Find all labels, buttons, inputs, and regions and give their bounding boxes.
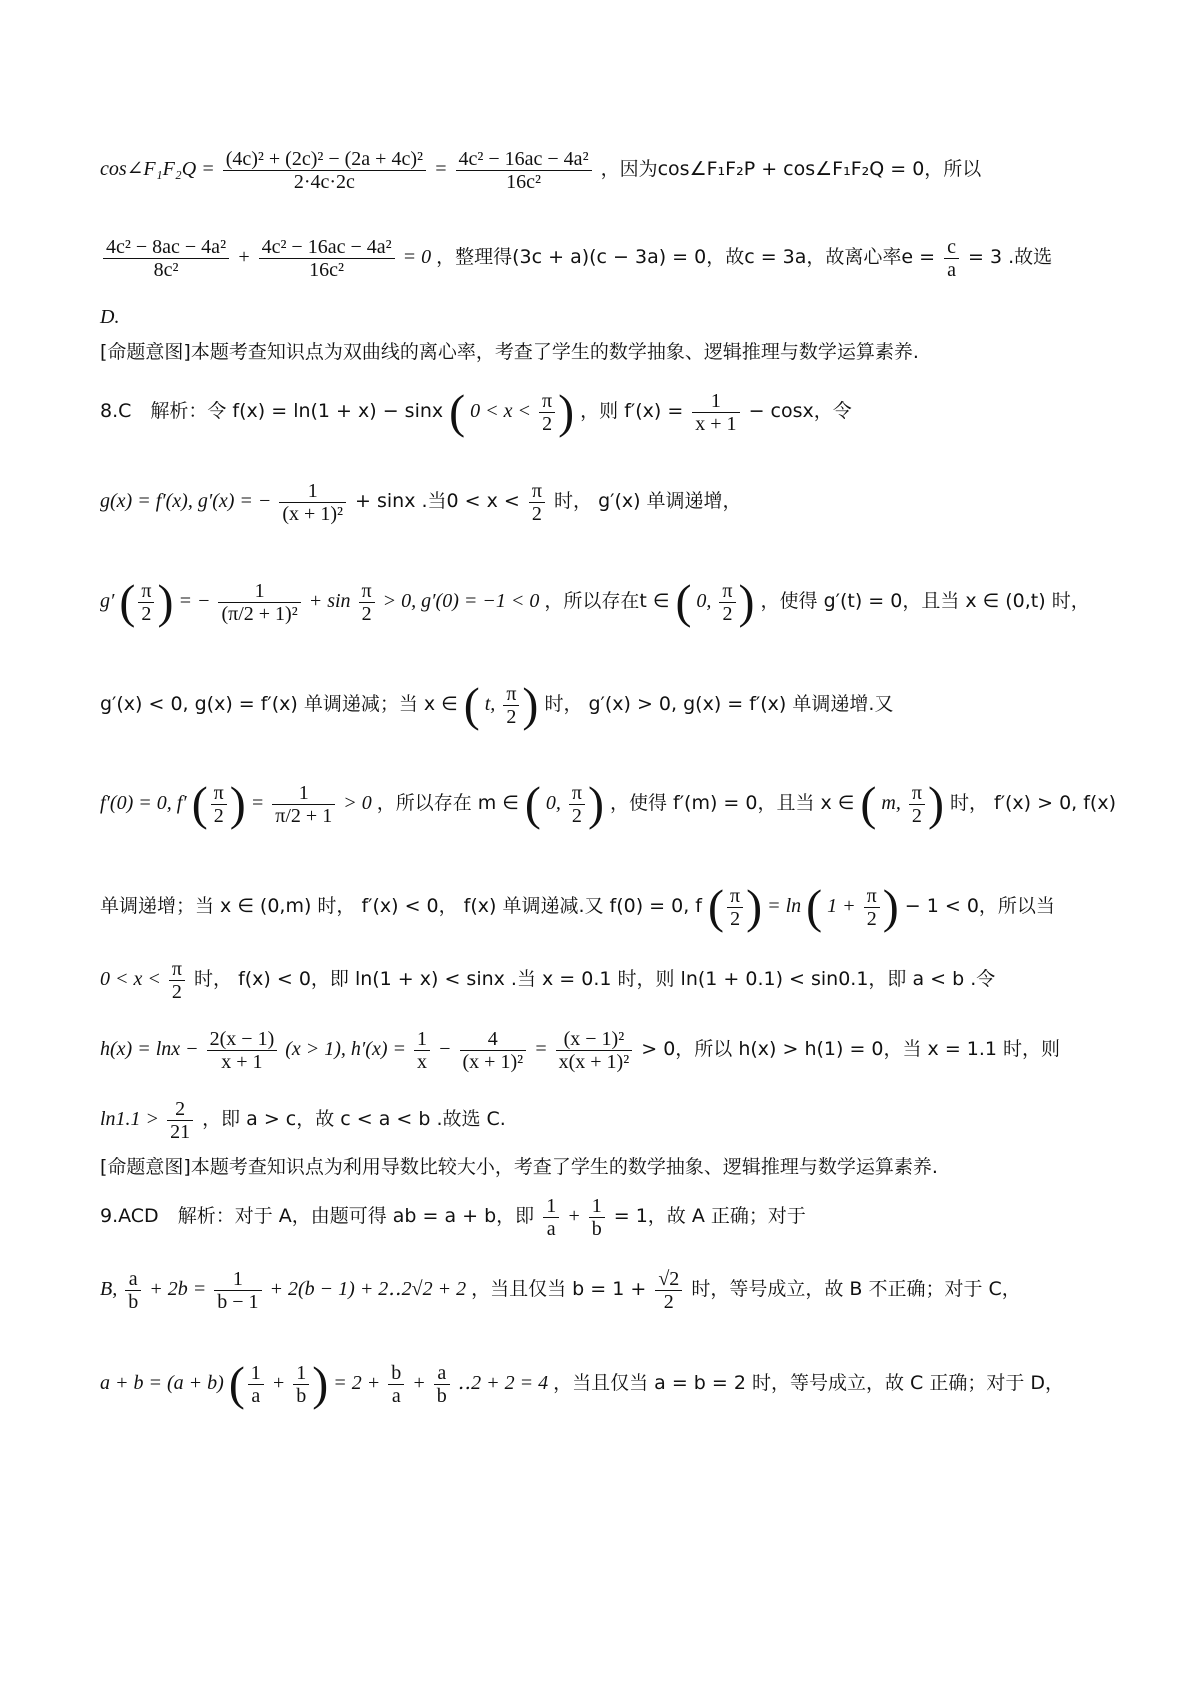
- fraction: [727, 885, 743, 930]
- fraction: [214, 1268, 261, 1313]
- math-run: g(x) = f′(x), g′(x) = −: [100, 490, 277, 513]
- fraction-denominator: x + 1: [221, 1051, 263, 1073]
- fraction-numerator: π: [138, 580, 154, 603]
- fraction: [248, 1362, 264, 1407]
- large-paren: ): [746, 880, 763, 934]
- math-run: a + b = (a + b): [100, 1372, 229, 1395]
- fraction: [211, 782, 227, 827]
- fraction: [655, 1268, 682, 1313]
- large-paren: (: [449, 385, 466, 439]
- fraction-denominator: 2: [506, 706, 517, 728]
- fraction-numerator: 4c² − 16ac − 4a²: [456, 148, 592, 171]
- text-run: ，所以存在 m ∈: [376, 792, 525, 815]
- fraction-numerator: π: [211, 782, 227, 805]
- fraction-denominator: 2: [171, 981, 182, 1003]
- fraction-numerator: 4c² − 8ac − 4a²: [103, 236, 229, 259]
- large-paren: (: [228, 1357, 245, 1411]
- text-run: ，当且仅当 a = b = 2 时，等号成立，故 C 正确；对于 D，: [553, 1372, 1065, 1395]
- fraction: [556, 1028, 633, 1073]
- math-run: h(x) = lnx −: [100, 1038, 204, 1061]
- fraction: [503, 683, 519, 728]
- fraction-numerator: 2: [167, 1098, 193, 1121]
- math-run: ln1.1 >: [100, 1108, 165, 1131]
- fraction-numerator: 1: [543, 1195, 559, 1218]
- math-run: = −: [173, 590, 216, 613]
- text-run: ，使得 f′(m) = 0，且当 x ∈: [603, 792, 861, 815]
- math-run: + sin: [303, 590, 356, 613]
- math-run: 1 +: [822, 895, 861, 918]
- fraction-numerator: 1: [414, 1028, 430, 1051]
- text-run: 时， f(x) < 0，即 ln(1 + x) < sinx .当 x = 0.1 时，则 ln(1 + 0.1) < sin0.1，即 a < b .令: [187, 968, 996, 991]
- fraction-numerator: 4c² − 16ac − 4a²: [259, 236, 395, 259]
- fraction-numerator: π: [569, 782, 585, 805]
- fraction-numerator: 1: [214, 1268, 261, 1291]
- line-13: [100, 1098, 1120, 1143]
- fraction: [460, 1028, 527, 1073]
- text-run: − 1 < 0，所以当: [898, 895, 1055, 918]
- math-run: =: [429, 158, 453, 181]
- fraction-numerator: √2: [655, 1268, 682, 1291]
- text-run: = 1，故 A 正确；对于: [607, 1205, 806, 1228]
- line-4: [100, 337, 1120, 367]
- large-paren: (: [708, 880, 725, 934]
- math-run: ‥2 + 2 = 4: [452, 1372, 554, 1395]
- text-run: 时， g′(x) > 0, g(x) = f′(x) 单调递增.又: [538, 693, 894, 716]
- large-paren: (: [524, 777, 541, 831]
- math-run: = 2 +: [328, 1372, 386, 1395]
- fraction-numerator: c: [944, 236, 959, 259]
- fraction-denominator: (x + 1)²: [282, 503, 343, 525]
- fraction-numerator: 1: [692, 390, 739, 413]
- line-15: [100, 1195, 1120, 1240]
- math-run: m,: [876, 792, 906, 815]
- fraction-denominator: 2·4c·2c: [293, 171, 355, 193]
- fraction-numerator: 4: [460, 1028, 527, 1051]
- fraction-denominator: b: [591, 1218, 602, 1240]
- text-run: 时，等号成立，故 B 不正确；对于 C，: [685, 1278, 1021, 1301]
- text-run: + sinx .当0 < x <: [349, 490, 526, 513]
- fraction-denominator: x: [417, 1051, 427, 1073]
- large-paren: ): [229, 777, 246, 831]
- fraction-denominator: 2: [542, 413, 553, 435]
- fraction-numerator: a: [125, 1268, 141, 1291]
- math-run: = ln: [762, 895, 807, 918]
- fraction: [293, 1362, 309, 1407]
- large-paren: (: [675, 575, 692, 629]
- math-run: > 0: [338, 792, 377, 815]
- math-run: +: [266, 1372, 291, 1395]
- fraction-denominator: 2: [361, 603, 372, 625]
- fraction-numerator: a: [434, 1362, 450, 1385]
- fraction: [103, 236, 229, 281]
- fraction-denominator: x(x + 1)²: [558, 1051, 630, 1073]
- fraction: [359, 580, 375, 625]
- math-run: +: [407, 1372, 431, 1395]
- text-run: > 0，所以 h(x) > h(1) = 0，当 x = 1.1 时，则: [635, 1038, 1061, 1061]
- line-7: [100, 575, 1120, 629]
- math-run: +: [562, 1205, 586, 1228]
- math-run: 0 < x <: [100, 968, 166, 991]
- fraction: [539, 390, 555, 435]
- large-paren: (: [806, 880, 823, 934]
- fraction: [167, 1098, 193, 1143]
- fraction-denominator: 2: [722, 603, 733, 625]
- math-run: B,: [100, 1278, 123, 1301]
- text-run: = 3 .故选: [961, 246, 1053, 269]
- text-run: ，则 f′(x) =: [574, 400, 690, 423]
- large-paren: ): [927, 777, 944, 831]
- fraction: [138, 580, 154, 625]
- large-paren: (: [119, 575, 136, 629]
- fraction-denominator: a: [251, 1385, 261, 1407]
- fraction: [414, 1028, 430, 1073]
- fraction-denominator: 2: [730, 908, 741, 930]
- fraction-denominator: b: [296, 1385, 307, 1407]
- text-run: g′(x) < 0, g(x) = f′(x) 单调递减；当 x ∈: [100, 693, 464, 716]
- fraction-numerator: π: [539, 390, 555, 413]
- fraction: [434, 1362, 450, 1407]
- large-paren: ): [312, 1357, 329, 1411]
- fraction-denominator: 2: [531, 503, 542, 525]
- fraction-denominator: 21: [170, 1121, 191, 1143]
- fraction-denominator: a: [546, 1218, 556, 1240]
- fraction: [218, 580, 300, 625]
- fraction: [529, 480, 545, 525]
- fraction-numerator: π: [909, 782, 925, 805]
- text-run: 8.C 解析：令 f(x) = ln(1 + x) − sinx: [100, 400, 450, 423]
- math-run: 0,: [540, 792, 566, 815]
- fraction-denominator: a: [947, 259, 956, 281]
- large-paren: ): [522, 678, 539, 732]
- math-run: =: [529, 1038, 553, 1061]
- fraction-numerator: 1: [589, 1195, 605, 1218]
- fraction-denominator: b: [436, 1385, 447, 1407]
- math-run: = 0: [397, 246, 437, 269]
- math-run: −: [433, 1038, 457, 1061]
- math-run: g′: [100, 590, 120, 613]
- fraction: [692, 390, 739, 435]
- fraction: [259, 236, 395, 281]
- line-17: [100, 1357, 1120, 1411]
- fraction-numerator: 1: [248, 1362, 264, 1385]
- fraction: [719, 580, 735, 625]
- fraction: [125, 1268, 141, 1313]
- fraction-denominator: 2: [866, 908, 877, 930]
- line-16: [100, 1268, 1120, 1313]
- fraction: [909, 782, 925, 827]
- fraction-numerator: b: [388, 1362, 404, 1385]
- line-8: [100, 678, 1120, 732]
- text-run: 时， g′(x) 单调递增，: [547, 490, 742, 513]
- fraction-numerator: π: [727, 885, 743, 908]
- fraction: [272, 782, 335, 827]
- math-run: > 0, g′(0) = −1 < 0: [377, 590, 545, 613]
- text-run: ，所以存在t ∈: [544, 590, 676, 613]
- fraction-numerator: 2(x − 1): [207, 1028, 278, 1051]
- fraction-denominator: (x + 1)²: [462, 1051, 524, 1073]
- text-run: 时， f′(x) > 0, f(x): [943, 792, 1116, 815]
- math-run: + 2b =: [144, 1278, 212, 1301]
- large-paren: (: [463, 678, 480, 732]
- math-run: D.: [100, 306, 120, 328]
- line-5: [100, 385, 1120, 439]
- fraction: [279, 480, 346, 525]
- math-run: 0,: [691, 590, 717, 613]
- text-run: − cosx，令: [742, 400, 852, 423]
- fraction-numerator: 1: [279, 480, 346, 503]
- fraction-numerator: π: [864, 885, 880, 908]
- math-run: 0 < x <: [465, 400, 537, 423]
- math-run: f′(0) = 0, f′: [100, 792, 192, 815]
- large-paren: ): [558, 385, 575, 439]
- fraction-numerator: π: [719, 580, 735, 603]
- fraction-denominator: b: [128, 1291, 139, 1313]
- fraction: [864, 885, 880, 930]
- text-run: ，因为cos∠F₁F₂P + cos∠F₁F₂Q = 0，所以: [594, 158, 982, 181]
- fraction-numerator: π: [529, 480, 545, 503]
- fraction-numerator: (4c)² + (2c)² − (2a + 4c)²: [223, 148, 426, 171]
- fraction-numerator: 1: [293, 1362, 309, 1385]
- fraction-numerator: π: [359, 580, 375, 603]
- large-paren: ): [738, 575, 755, 629]
- fraction-denominator: 2: [663, 1291, 674, 1313]
- fraction-denominator: (π/2 + 1)²: [221, 603, 298, 625]
- text-run: ，即 a > c，故 c < a < b .故选 C.: [196, 1108, 506, 1131]
- fraction: [169, 958, 185, 1003]
- fraction-numerator: π: [503, 683, 519, 706]
- large-paren: ): [587, 777, 604, 831]
- fraction: [388, 1362, 404, 1407]
- fraction: [569, 782, 585, 827]
- text-run: 单调递增；当 x ∈ (0,m) 时， f′(x) < 0， f(x) 单调递减.又 f(0) = 0, f: [100, 895, 709, 918]
- fraction: [944, 236, 959, 281]
- large-paren: (: [860, 777, 877, 831]
- fraction-denominator: 16c²: [309, 259, 345, 281]
- line-2: [100, 236, 1120, 281]
- fraction-numerator: 1: [272, 782, 335, 805]
- line-1: [100, 148, 1120, 193]
- fraction-denominator: x + 1: [695, 413, 737, 435]
- math-run: cos∠F₁F₂Q =: [100, 158, 220, 181]
- fraction-denominator: 2: [141, 603, 152, 625]
- fraction: [589, 1195, 605, 1240]
- fraction-denominator: 8c²: [153, 259, 179, 281]
- large-paren: (: [191, 777, 208, 831]
- text-run: 9.ACD 解析：对于 A，由题可得 ab = a + b，即: [100, 1205, 541, 1228]
- text-run: ，当且仅当 b = 1 +: [471, 1278, 653, 1301]
- fraction-denominator: b − 1: [217, 1291, 259, 1313]
- line-14: [100, 1152, 1120, 1182]
- line-12: [100, 1028, 1120, 1073]
- text-run: [命题意图]本题考查知识点为利用导数比较大小，考查了学生的数学抽象、逻辑推理与数学运算素养.: [100, 1156, 938, 1178]
- line-6: [100, 480, 1120, 525]
- line-3: [100, 302, 1120, 332]
- large-paren: ): [882, 880, 899, 934]
- text-run: ，使得 g′(t) = 0，且当 x ∈ (0,t) 时，: [754, 590, 1090, 613]
- fraction-denominator: 2: [571, 805, 582, 827]
- fraction-denominator: π/2 + 1: [275, 805, 333, 827]
- line-11: [100, 958, 1120, 1003]
- fraction: [543, 1195, 559, 1240]
- fraction-denominator: a: [391, 1385, 401, 1407]
- fraction-denominator: 2: [911, 805, 922, 827]
- math-run: =: [245, 792, 270, 815]
- fraction: [207, 1028, 278, 1073]
- math-run: + 2(b − 1) + 2‥2√2 + 2: [264, 1278, 472, 1301]
- line-10: [100, 880, 1120, 934]
- text-run: [命题意图]本题考查知识点为双曲线的离心率，考查了学生的数学抽象、逻辑推理与数学运算素养.: [100, 341, 919, 363]
- fraction-numerator: (x − 1)²: [556, 1028, 633, 1051]
- line-9: [100, 777, 1120, 831]
- fraction: [456, 148, 592, 193]
- math-run: +: [232, 246, 256, 269]
- large-paren: ): [157, 575, 174, 629]
- fraction-denominator: 2: [213, 805, 224, 827]
- fraction-denominator: 16c²: [506, 171, 541, 193]
- fraction-numerator: π: [169, 958, 185, 981]
- fraction-numerator: 1: [218, 580, 300, 603]
- text-run: ，整理得(3c + a)(c − 3a) = 0，故c = 3a，故离心率e =: [436, 246, 942, 269]
- fraction: [223, 148, 426, 193]
- math-run: t,: [479, 693, 501, 716]
- math-run: (x > 1), h′(x) =: [280, 1038, 411, 1061]
